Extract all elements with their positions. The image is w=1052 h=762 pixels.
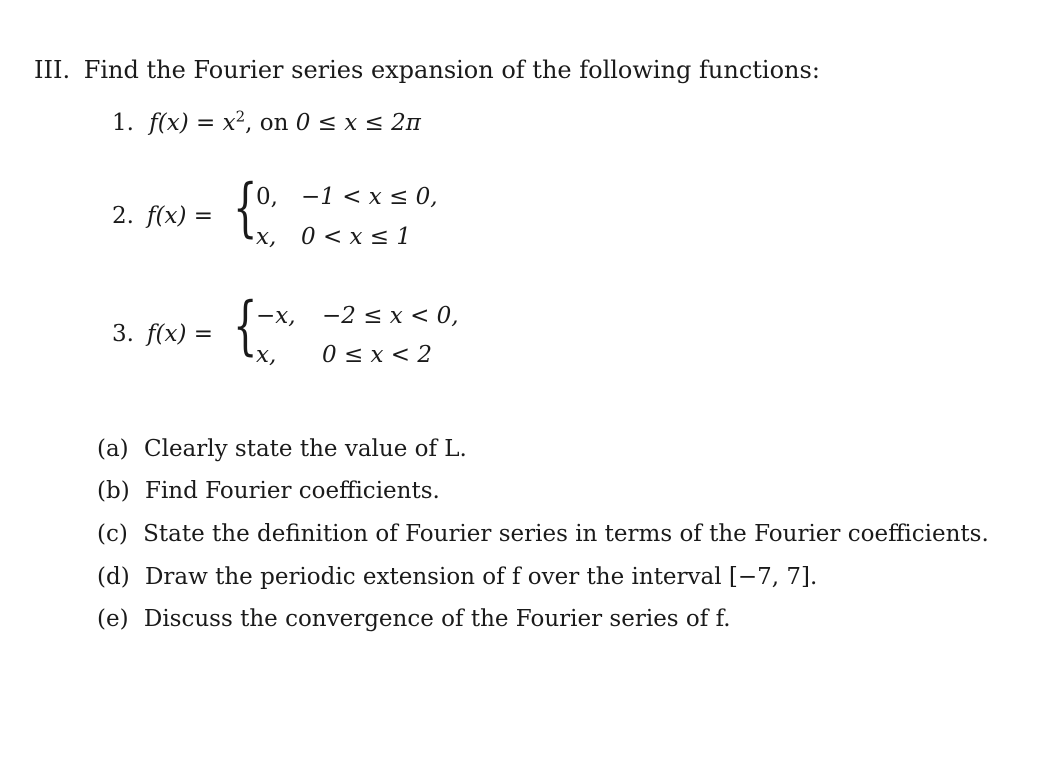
part-label: (c)	[97, 521, 128, 547]
problem-2-case-1-value: 0,	[256, 184, 278, 210]
part-text: Clearly state the value of L.	[143, 436, 467, 462]
problem-3-number: 3.	[112, 321, 134, 347]
section-title: Find the Fourier series expansion of the following functions:	[83, 56, 820, 84]
part-label: (b)	[97, 478, 130, 504]
section-number: III.	[34, 56, 71, 84]
part-label: (a)	[97, 436, 129, 462]
problem-2-case-2-condition: 0 < x ≤ 1	[301, 224, 412, 250]
section-heading	[34, 56, 820, 84]
problem-3-case-2-value: x,	[256, 342, 277, 368]
problem-2-lhs: f(x) =	[147, 203, 214, 229]
problem-1	[112, 107, 421, 136]
problem-2-case-2-value: x,	[256, 224, 277, 250]
problem-3-case-1-value: −x,	[256, 303, 296, 329]
part-c	[97, 521, 989, 547]
problem-function: f(x) = x	[149, 110, 236, 136]
problem-3-case-1-condition: −2 ≤ x < 0,	[322, 303, 459, 329]
part-text: Draw the periodic extension of f over the interval [−7, 7].	[144, 564, 818, 590]
part-label: (e)	[97, 606, 129, 632]
left-brace: {	[233, 289, 258, 363]
part-text: Find Fourier coefficients.	[144, 478, 440, 504]
problem-domain: 0 ≤ x ≤ 2π	[295, 110, 421, 136]
problem-2-number: 2.	[112, 203, 134, 229]
part-b	[97, 478, 440, 504]
part-a	[97, 436, 467, 462]
part-e	[97, 606, 731, 632]
problem-domain-prefix: , on	[245, 110, 296, 136]
problem-2-case-1-condition: −1 < x ≤ 0,	[301, 184, 438, 210]
left-brace: {	[233, 171, 258, 245]
part-label: (d)	[97, 564, 130, 590]
problem-exponent: 2	[235, 107, 246, 126]
problem-3-lhs: f(x) =	[147, 321, 214, 347]
part-text: State the definition of Fourier series in terms of the Fourier coefficients.	[143, 521, 989, 547]
part-d	[97, 564, 817, 590]
part-text: Discuss the convergence of the Fourier series of f.	[143, 606, 731, 632]
problem-3-case-2-condition: 0 ≤ x < 2	[322, 342, 433, 368]
problem-number: 1.	[112, 110, 134, 136]
